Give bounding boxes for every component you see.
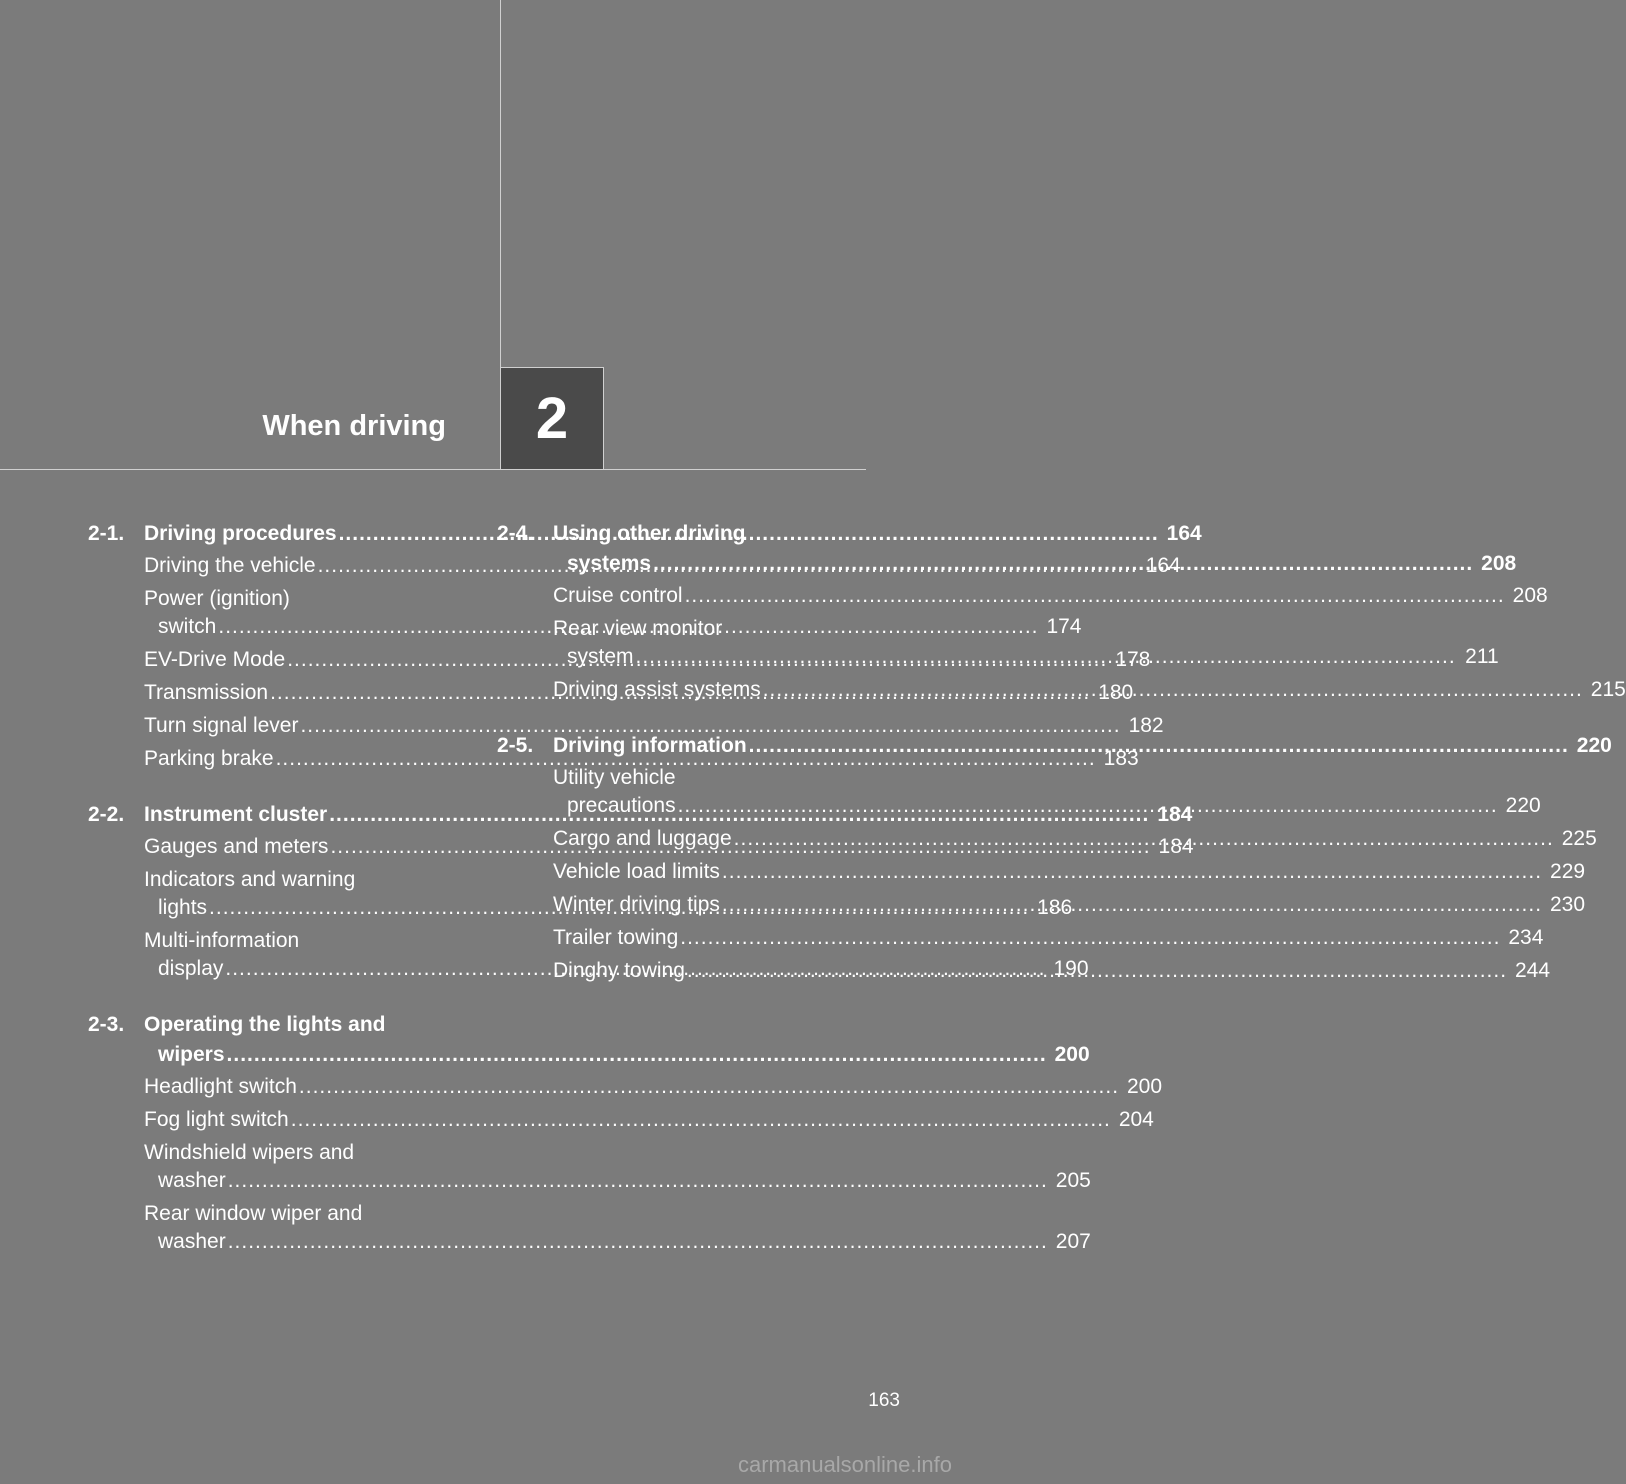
entry-line [144, 712, 1164, 740]
entry-line-text: Rear view monitor [553, 617, 723, 640]
section-heading[interactable] [88, 1010, 1090, 1070]
dot-leader [636, 643, 1456, 671]
entry-line-text: washer [158, 1169, 226, 1192]
dot-leader [687, 957, 1507, 985]
toc-entry[interactable] [144, 1139, 1091, 1195]
page-ref: 234 [1508, 926, 1544, 949]
page-ref: 184 [1158, 835, 1194, 858]
section-title-line-text: Driving information [553, 734, 747, 757]
toc-entry[interactable] [144, 1200, 1091, 1256]
entry-line-text: Fog light switch [144, 1108, 289, 1131]
chapter-number-box [500, 367, 604, 470]
entry-line-text: Indicators and warning [144, 868, 356, 891]
entry-line-text: Winter driving tips [553, 893, 720, 916]
entry-line [553, 924, 1544, 952]
entry-line [553, 582, 1548, 610]
toc-entry[interactable] [144, 1073, 1163, 1101]
dot-leader [227, 1040, 1047, 1070]
entry-line-text: Cargo and luggage [553, 827, 732, 850]
entry-line [553, 615, 869, 643]
dot-leader [653, 549, 1473, 579]
section-number: 2-3. [88, 1013, 125, 1036]
page-ref: 182 [1128, 714, 1164, 737]
entry-line-text: Headlight switch [144, 1075, 297, 1098]
dot-leader [228, 1228, 1048, 1256]
section-title-line [553, 519, 1516, 549]
entry-line-text: Windshield wipers and [144, 1141, 355, 1164]
page-ref: 211 [1465, 645, 1499, 668]
section-title-line-text: Operating the lights and [144, 1013, 386, 1036]
entry-line-text: Transmission [144, 681, 269, 704]
chapter-number: 2 [535, 386, 569, 451]
page-ref: 190 [1053, 957, 1089, 980]
page-ref: 200 [1127, 1075, 1163, 1098]
entry-line [144, 1139, 460, 1167]
page-ref: 220 [1576, 734, 1612, 757]
toc-entry[interactable] [553, 582, 1548, 610]
entry-line-text: washer [158, 1230, 226, 1253]
entry-line [144, 1228, 1091, 1256]
dot-leader [734, 825, 1554, 853]
dot-leader [299, 1073, 1119, 1101]
section-title-line-text: systems [567, 552, 652, 575]
section-title-line-text: wipers [158, 1043, 225, 1066]
page-ref: 215 [1590, 678, 1626, 701]
section-title-block [553, 731, 1612, 761]
entry-line [144, 866, 460, 894]
page-ref: 180 [1098, 681, 1134, 704]
page-ref: 208 [1512, 584, 1548, 607]
section-title-line-text: Instrument cluster [144, 803, 328, 826]
page-ref: 178 [1115, 648, 1151, 671]
horizontal-rule [0, 469, 866, 470]
toc-entry[interactable] [553, 858, 1586, 886]
entry-line-text: lights [158, 896, 208, 919]
page-ref: 183 [1103, 747, 1139, 770]
entry-line-text: Driving assist systems [553, 678, 761, 701]
page-ref: 244 [1515, 959, 1551, 982]
entry-line [144, 1200, 460, 1228]
section-entries [144, 1073, 1163, 1256]
dot-leader [291, 1106, 1111, 1134]
page-ref: 204 [1118, 1108, 1154, 1131]
dot-leader [763, 676, 1583, 704]
section-title-line [553, 731, 1612, 761]
page-ref: 225 [1561, 827, 1597, 850]
section-title-line-text: Driving procedures [144, 522, 337, 545]
entry-line [553, 858, 1586, 886]
section-title-block [144, 1010, 1090, 1070]
entry-line-text: Power (ignition) [144, 587, 290, 610]
chapter-title: When driving [262, 410, 446, 442]
entry-line-text: Driving the vehicle [144, 554, 316, 577]
entry-line-text: Multi-information [144, 929, 300, 952]
section-number: 2-4. [497, 522, 534, 545]
page-ref: 184 [1157, 803, 1193, 826]
page-ref: 230 [1549, 893, 1586, 916]
entry-line-text: Vehicle load limits [553, 860, 720, 883]
entry-line-text: Trailer towing [553, 926, 679, 949]
entry-line-text: Turn signal lever [144, 714, 299, 737]
page-ref: 207 [1055, 1230, 1091, 1253]
page-ref: 229 [1550, 860, 1586, 883]
entry-line [144, 1167, 1091, 1195]
watermark: carmanualsonline.info [737, 1452, 952, 1477]
section-title-line [553, 549, 1516, 579]
entry-line-text: precautions [567, 794, 676, 817]
entry-line [144, 1073, 1163, 1101]
dot-leader [722, 891, 1542, 919]
dot-leader [749, 731, 1569, 761]
page-ref: 164 [1166, 522, 1202, 545]
page-ref: 208 [1481, 552, 1517, 575]
section-number: 2-1. [88, 522, 125, 545]
page-ref: 174 [1046, 615, 1082, 638]
dot-leader [722, 858, 1542, 886]
entry-line [144, 1106, 1154, 1134]
toc-entry[interactable] [144, 712, 1164, 740]
entry-line [553, 764, 869, 792]
page-number: 163 [868, 1390, 900, 1411]
section-title-line-text: Using other driving [553, 522, 746, 545]
entry-line-text: EV-Drive Mode [144, 648, 286, 671]
page-ref: 220 [1505, 794, 1541, 817]
dot-leader [680, 924, 1500, 952]
page-ref: 186 [1037, 896, 1073, 919]
page-ref: 200 [1054, 1043, 1090, 1066]
entry-line-text: switch [158, 615, 217, 638]
section-title-block [553, 519, 1516, 579]
dot-leader [228, 1167, 1048, 1195]
dot-leader [678, 792, 1498, 820]
entry-line-text: Utility vehicle [553, 766, 676, 789]
entry-line-text: Cruise control [553, 584, 683, 607]
entry-line-text: Dinghy towing [553, 959, 685, 982]
toc-entry[interactable] [553, 924, 1544, 952]
entry-line-text: Parking brake [144, 747, 274, 770]
entry-line-text: Rear window wiper and [144, 1202, 363, 1225]
toc-entry[interactable] [144, 1106, 1154, 1134]
entry-line-text: Gauges and meters [144, 835, 329, 858]
section-number: 2-5. [497, 734, 534, 757]
toc-section [88, 1010, 1163, 1256]
entry-line-text: display [158, 957, 224, 980]
page-ref: 164 [1145, 554, 1181, 577]
page-ref: 205 [1055, 1169, 1091, 1192]
entry-line-text: system [567, 645, 634, 668]
section-title-line [144, 1010, 1090, 1040]
section-title-line [144, 1040, 1090, 1070]
dot-leader [685, 582, 1505, 610]
entry-line [144, 927, 460, 955]
section-number: 2-2. [88, 803, 125, 826]
entry-line [144, 585, 460, 613]
